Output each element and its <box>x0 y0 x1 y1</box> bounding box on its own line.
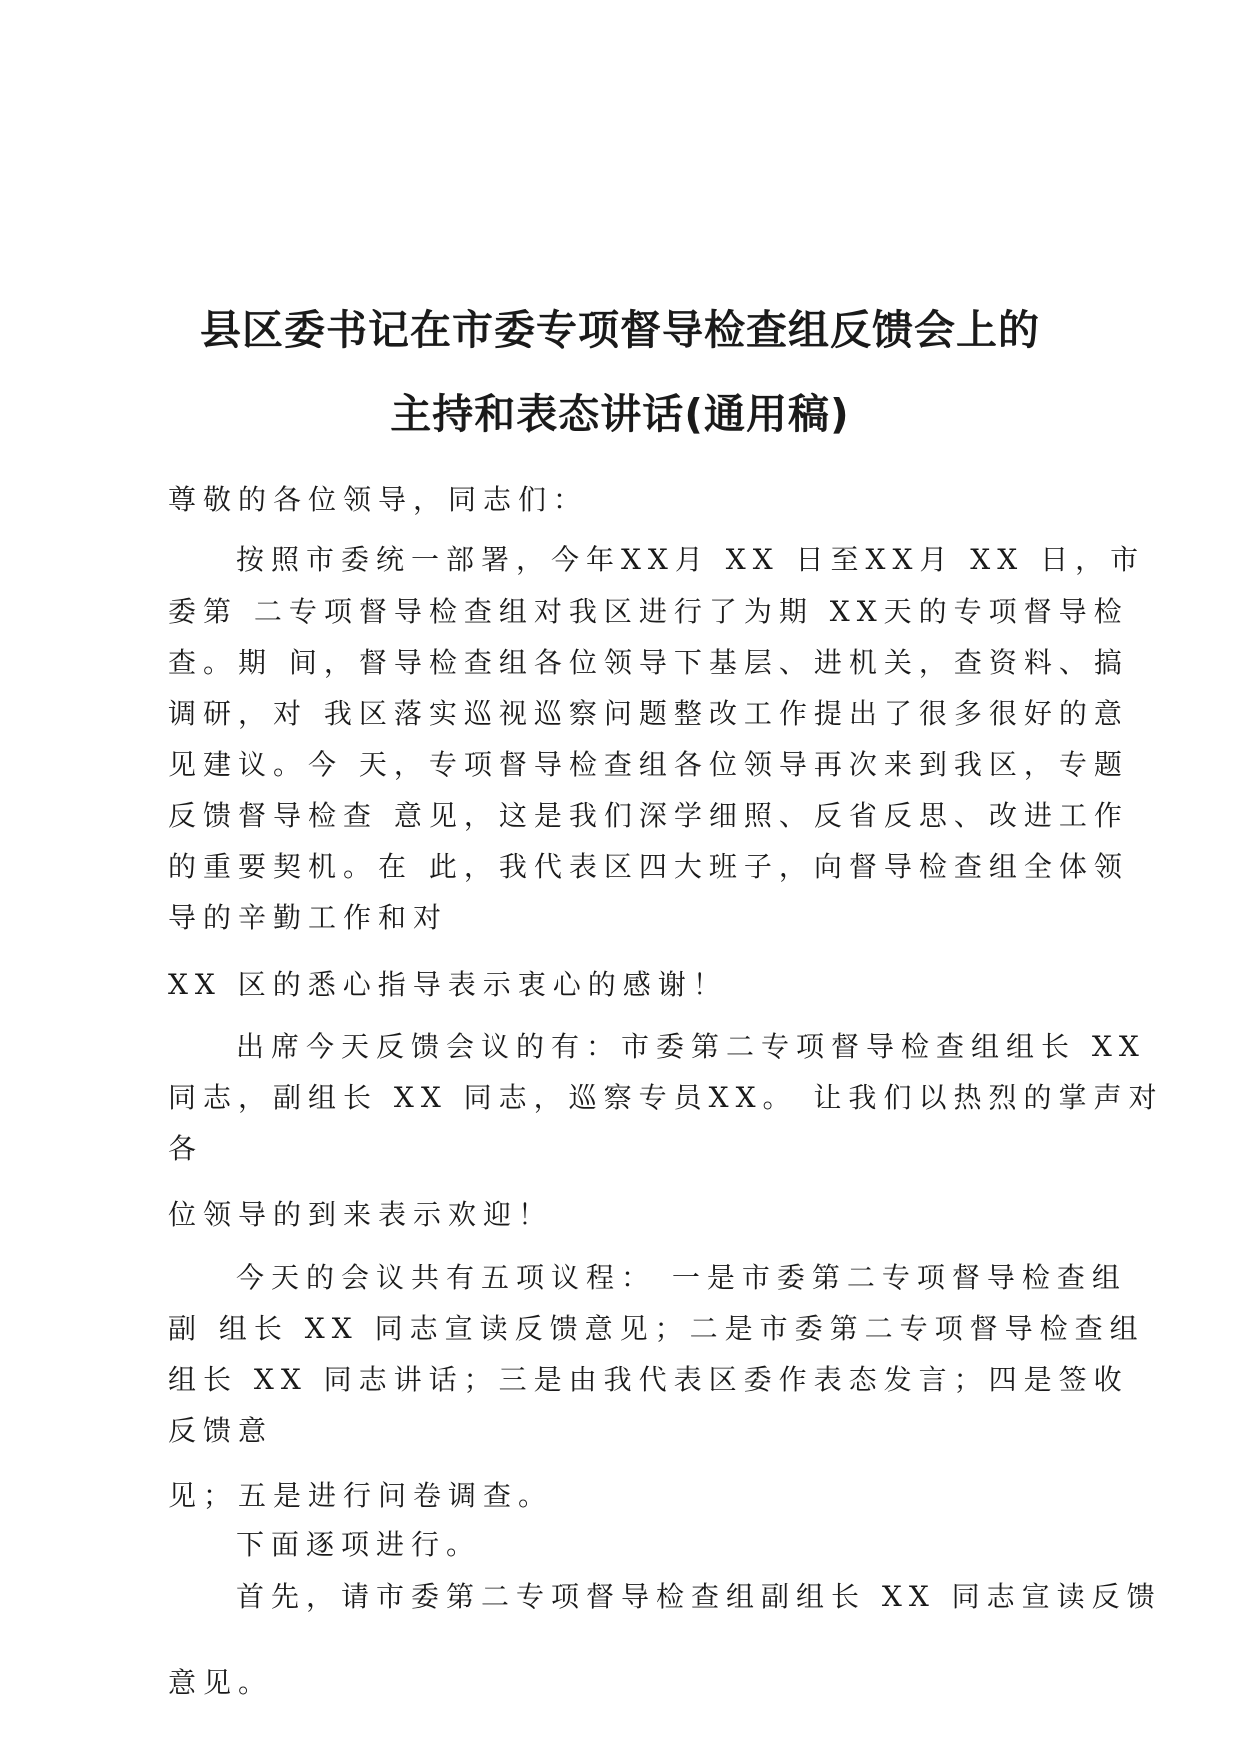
paragraph-line: 副 组长 XX 同志宣读反馈意见；二是市委第二专项督导检查组 <box>168 1312 1145 1345</box>
document-title-line-2: 主持和表态讲话(通用稿) <box>390 390 850 438</box>
paragraph-line: 委第 二专项督导检查组对我区进行了为期 XX天的专项督导检 <box>168 595 1129 628</box>
paragraph-line: 的重要契机。在 此，我代表区四大班子，向督导检查组全体领 <box>168 850 1129 883</box>
paragraph-line: 同志，副组长 XX 同志，巡察专员XX。 让我们以热烈的掌声对 <box>168 1081 1164 1114</box>
paragraph-line: 导的辛勤工作和对 <box>168 901 449 934</box>
paragraph-line: 见；五是进行问卷调查。 <box>168 1479 554 1512</box>
paragraph-line: 反馈督导检查 意见，这是我们深学细照、反省反思、改进工作 <box>168 799 1129 832</box>
paragraph-line: 组长 XX 同志讲话；三是由我代表区委作表态发言；四是签收 <box>168 1363 1129 1396</box>
paragraph-line: 反馈意 <box>168 1414 274 1447</box>
paragraph-line: 下面逐项进行。 <box>236 1528 482 1561</box>
document-title-line-1: 县区委书记在市委专项督导检查组反馈会上的 <box>200 306 1040 354</box>
paragraph-line: 各 <box>168 1132 204 1165</box>
paragraph-line: 出席今天反馈会议的有：市委第二专项督导检查组组长 XX <box>236 1030 1146 1063</box>
paragraph-line: XX 区的悉心指导表示衷心的感谢！ <box>168 968 728 1001</box>
paragraph-line: 首先，请市委第二专项督导检查组副组长 XX 同志宣读反馈 <box>236 1580 1162 1613</box>
paragraph-line: 位领导的到来表示欢迎！ <box>168 1198 554 1231</box>
paragraph-line: 调研，对 我区落实巡视巡察问题整改工作提出了很多很好的意 <box>168 697 1129 730</box>
paragraph-line: 查。期 间，督导检查组各位领导下基层、进机关，查资料、搞 <box>168 646 1129 679</box>
salutation: 尊敬的各位领导，同志们： <box>168 483 589 516</box>
paragraph-line: 今天的会议共有五项议程： 一是市委第二专项督导检查组 <box>236 1261 1127 1294</box>
paragraph-line: 按照市委统一部署，今年XX月 XX 日至XX月 XX 日，市 <box>236 543 1146 576</box>
paragraph-line: 见建议。今 天，专项督导检查组各位领导再次来到我区，专题 <box>168 748 1129 781</box>
paragraph-line: 意见。 <box>168 1666 274 1699</box>
